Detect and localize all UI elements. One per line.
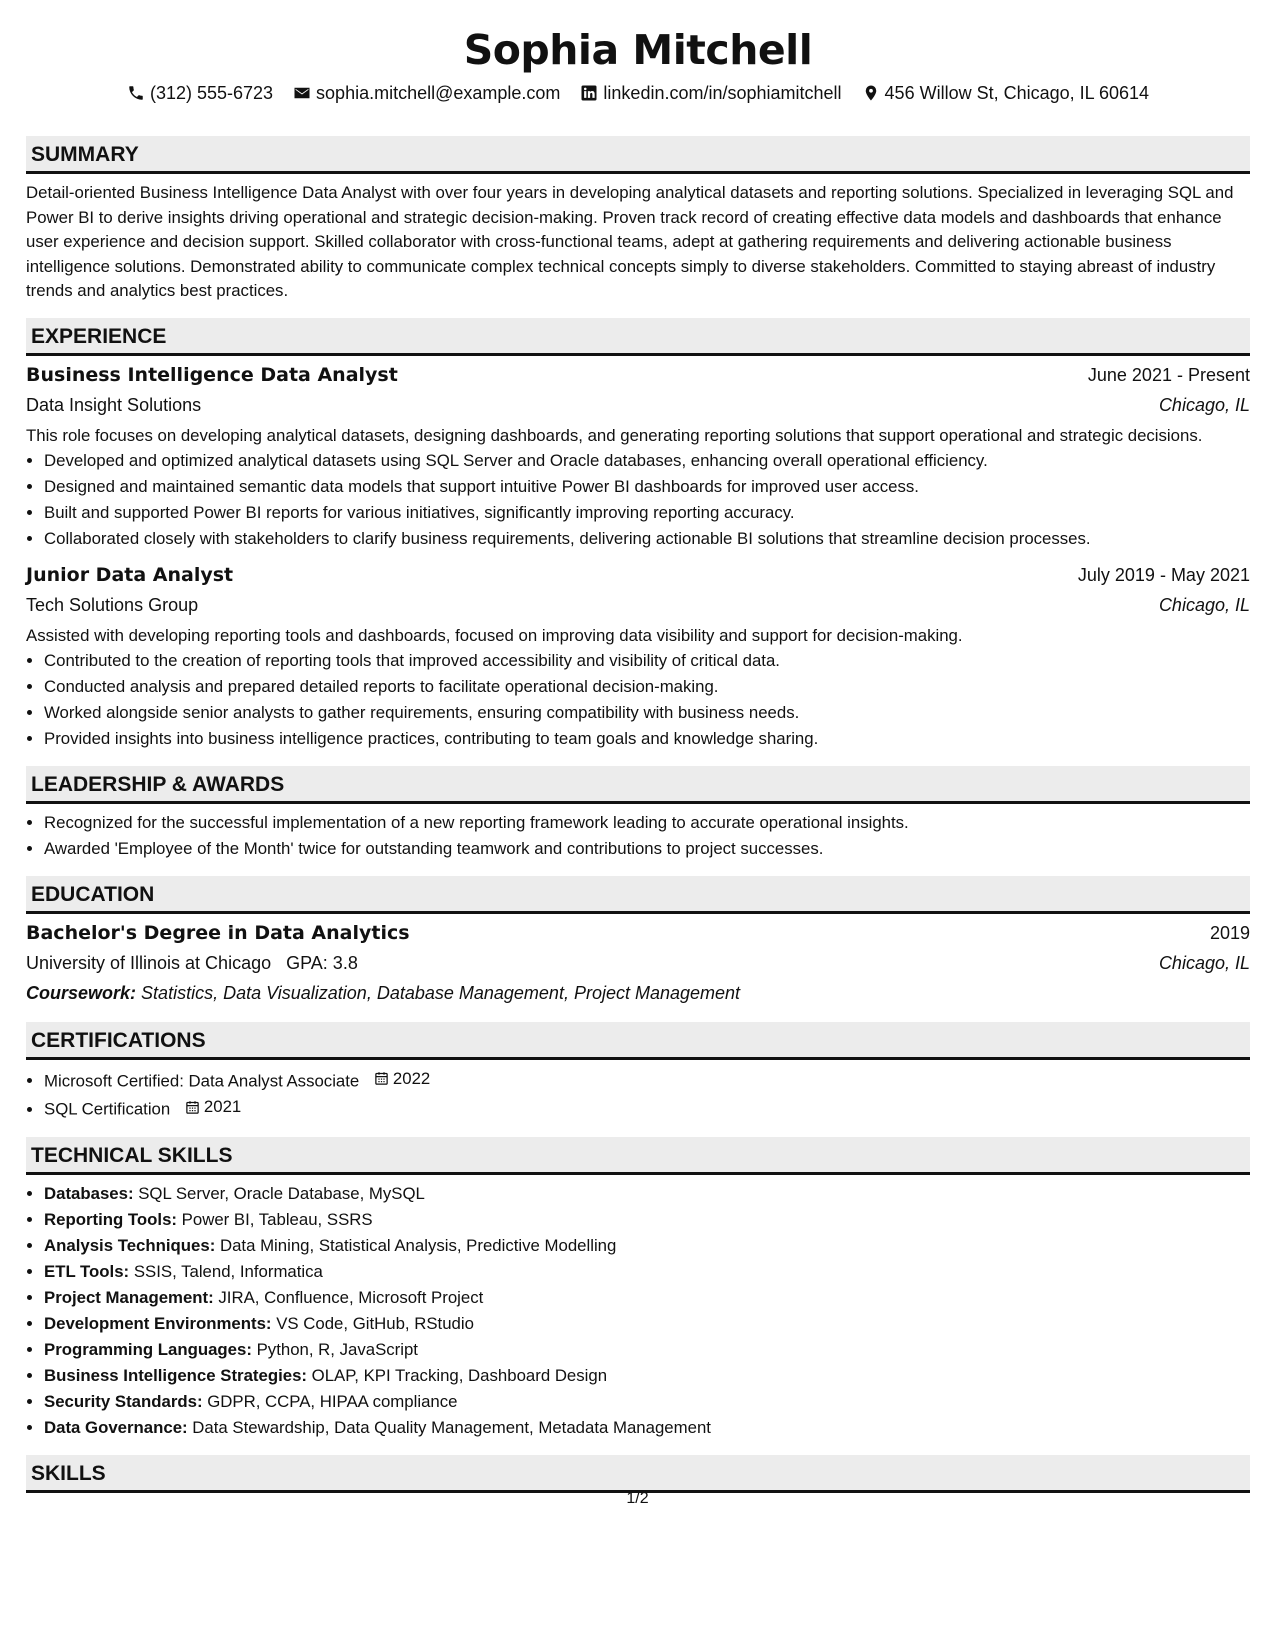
coursework-label: Coursework: [26, 982, 137, 1003]
contact-phone [127, 80, 273, 106]
list-item [44, 1066, 1250, 1095]
skill-label: Development Environments: [44, 1313, 272, 1333]
skill-label: Programming Languages: [44, 1339, 252, 1359]
leadership-section [26, 766, 1250, 862]
skill-value: JIRA, Confluence, Microsoft Project [218, 1287, 484, 1307]
list-item: • Designed and maintained semantic data models that support intuitive Power BI dashboards for improved user access. [44, 474, 1250, 500]
job-entry [26, 560, 1250, 752]
coursework [26, 978, 1250, 1008]
list-item: • Built and supported Power BI reports for various initiatives, significantly improving reporting accuracy. [44, 500, 1250, 526]
list-item [44, 1207, 1250, 1233]
linkedin-icon [580, 84, 598, 102]
list-item [44, 1259, 1250, 1285]
list-item: • Provided insights into business intelligence practices, contributing to team goals and knowledge sharing. [44, 726, 1250, 752]
contact-address [862, 80, 1149, 106]
job-dates: July 2019 - May 2021 [1077, 564, 1250, 585]
skill-value: Data Stewardship, Data Quality Management, Metadata Management [192, 1417, 711, 1437]
list-item: • Awarded 'Employee of the Month' twice for outstanding teamwork and contributions to project successes. [44, 836, 1250, 862]
leadership-heading: LEADERSHIP & AWARDS [26, 766, 1250, 804]
skill-value: OLAP, KPI Tracking, Dashboard Design [311, 1365, 608, 1385]
job-bullets [26, 448, 1250, 552]
list-item: • Collaborated closely with stakeholders to clarify business requirements, delivering actionable BI solutions that streamline decision processes. [44, 526, 1250, 552]
skill-label: Business Intelligence Strategies: [44, 1365, 307, 1385]
experience-section [26, 318, 1250, 752]
skills-section [26, 1455, 1250, 1493]
skill-label: ETL Tools: [44, 1261, 130, 1281]
cert-name: Microsoft Certified: Data Analyst Associate [44, 1071, 360, 1090]
education-heading: EDUCATION [26, 876, 1250, 914]
calendar-icon [374, 1071, 389, 1086]
skills-heading: SKILLS [26, 1455, 1250, 1493]
cert-year: 2021 [203, 1097, 242, 1116]
technical-skills-list [26, 1181, 1250, 1441]
summary-section [26, 136, 1250, 304]
job-company: Data Insight Solutions [26, 394, 202, 415]
list-item [44, 1233, 1250, 1259]
skill-value: SSIS, Talend, Informatica [133, 1261, 323, 1281]
summary-heading: SUMMARY [26, 136, 1250, 174]
certifications-list [26, 1066, 1250, 1123]
certifications-heading: CERTIFICATIONS [26, 1022, 1250, 1060]
job-dates: June 2021 - Present [1087, 364, 1250, 385]
skill-value: Power BI, Tableau, SSRS [181, 1209, 373, 1229]
gpa: GPA: 3.8 [286, 952, 358, 973]
calendar-icon [185, 1100, 200, 1115]
envelope-icon [293, 84, 311, 102]
cert-name: SQL Certification [44, 1099, 171, 1119]
job-description: Assisted with developing reporting tools and dashboards, focused on improving data visibility and support for decision-making. [26, 625, 963, 645]
resume-page [26, 0, 1250, 1493]
list-item [44, 1181, 1250, 1207]
list-item: • Conducted analysis and prepared detailed reports to facilitate operational decision-making. [44, 674, 1250, 700]
skill-label: Analysis Techniques: [44, 1235, 216, 1255]
job-bullets [26, 648, 1250, 752]
contact-email[interactable] [293, 80, 560, 106]
cert-date [185, 1094, 241, 1120]
cert-date [374, 1066, 430, 1092]
list-item: • Contributed to the creation of reporting tools that improved accessibility and visibility of critical data. [44, 648, 1250, 674]
list-item [44, 1094, 1250, 1123]
education-entry [26, 918, 1250, 1008]
technical-skills-section [26, 1137, 1250, 1441]
page-number: 1/2 [626, 1490, 649, 1507]
certifications-section [26, 1022, 1250, 1123]
job-title: Junior Data Analyst [26, 563, 234, 586]
address-text: 456 Willow St, Chicago, IL 60614 [884, 83, 1150, 103]
skill-label: Databases: [44, 1183, 134, 1203]
school-info [26, 948, 358, 978]
degree-title: Bachelor's Degree in Data Analytics [26, 921, 410, 944]
job-title: Business Intelligence Data Analyst [26, 363, 398, 386]
skill-label: Data Governance: [44, 1417, 188, 1437]
job-entry [26, 360, 1250, 552]
education-section [26, 876, 1250, 1008]
coursework-list: Statistics, Data Visualization, Database Management, Project Management [141, 982, 741, 1003]
list-item [44, 1337, 1250, 1363]
candidate-name: Sophia Mitchell [463, 26, 813, 74]
contact-linkedin[interactable] [580, 80, 841, 106]
skill-value: VS Code, GitHub, RStudio [276, 1313, 474, 1333]
map-pin-icon [862, 84, 880, 102]
list-item [44, 1285, 1250, 1311]
graduation-year: 2019 [1209, 922, 1250, 943]
skill-value: Python, R, JavaScript [256, 1339, 418, 1359]
job-location: Chicago, IL [1158, 594, 1250, 615]
linkedin-text[interactable]: linkedin.com/in/sophiamitchell [603, 83, 842, 103]
list-item: • Worked alongside senior analysts to gather requirements, ensuring compatibility with business needs. [44, 700, 1250, 726]
list-item [44, 1363, 1250, 1389]
email-text[interactable]: sophia.mitchell@example.com [316, 83, 561, 103]
list-item [44, 1389, 1250, 1415]
list-item: • Developed and optimized analytical datasets using SQL Server and Oracle databases, enhancing overall operational efficiency. [44, 448, 1250, 474]
job-location: Chicago, IL [1158, 394, 1250, 415]
skill-value: Data Mining, Statistical Analysis, Predictive Modelling [219, 1235, 617, 1255]
skill-label: Security Standards: [44, 1391, 203, 1411]
skill-label: Reporting Tools: [44, 1209, 177, 1229]
contact-bar [26, 80, 1250, 106]
leadership-bullets [26, 810, 1250, 862]
list-item: • Recognized for the successful implementation of a new reporting framework leading to accurate operational insights. [44, 810, 1250, 836]
phone-text: (312) 555-6723 [149, 83, 274, 103]
school-name: University of Illinois at Chicago [26, 952, 272, 973]
technical-skills-heading: TECHNICAL SKILLS [26, 1137, 1250, 1175]
summary-text: Detail-oriented Business Intelligence Data Analyst with over four years in developing analytical datasets and reporting solutions. Specialized in leveraging SQL and Power BI to derive insights driving operational and strategic decision-making. Proven track record of creating effective data models and dashboards that enhance user experience and decision support. Skilled collaborator with cross-functional teams, adept at gathering requirements and delivering actionable business intelligence solutions. Demonstrated ability to communicate complex technical concepts simply to diverse stakeholders. Committed to staying abreast of industry trends and analytics best practices. [26, 183, 1234, 300]
job-company: Tech Solutions Group [26, 594, 199, 615]
list-item [44, 1311, 1250, 1337]
skill-value: GDPR, CCPA, HIPAA compliance [207, 1391, 458, 1411]
school-location: Chicago, IL [1158, 952, 1250, 973]
cert-year: 2022 [392, 1068, 431, 1088]
job-description: This role focuses on developing analytical datasets, designing dashboards, and generating reporting solutions that support operational and strategic decisions. [26, 425, 1203, 445]
experience-heading: EXPERIENCE [26, 318, 1250, 356]
skill-label: Project Management: [44, 1287, 214, 1307]
skill-value: SQL Server, Oracle Database, MySQL [138, 1183, 425, 1203]
list-item [44, 1415, 1250, 1441]
phone-icon [127, 84, 145, 102]
